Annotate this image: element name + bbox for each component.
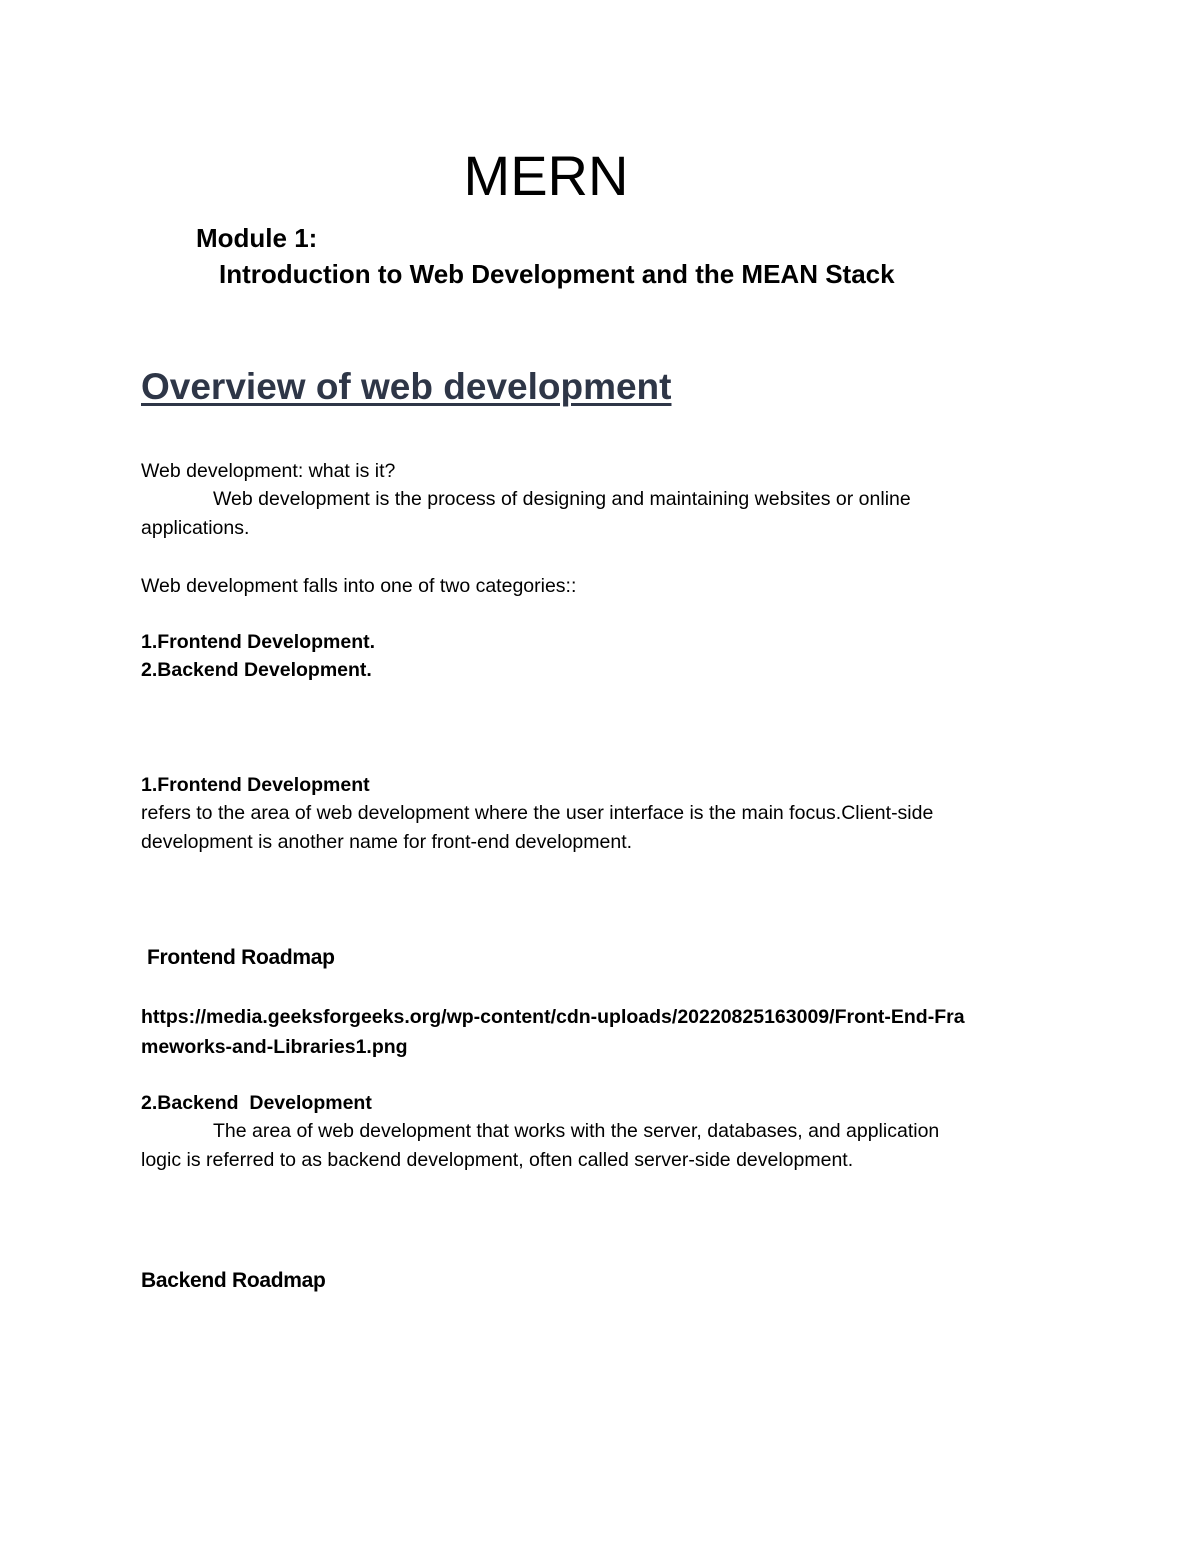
- frontend-heading: 1.Frontend Development: [141, 774, 370, 796]
- backend-roadmap-heading: Backend Roadmap: [141, 1269, 326, 1292]
- section-heading: Overview of web development: [141, 366, 672, 407]
- category-item-2: 2.Backend Development.: [141, 659, 372, 681]
- question-text: Web development: what is it?: [141, 460, 396, 482]
- roadmap-url-line-2: meworks-and-Libraries1.png: [141, 1036, 408, 1058]
- backend-text-line-1: The area of web development that works with the server, databases, and application: [213, 1120, 940, 1142]
- backend-heading: 2.Backend Development: [141, 1092, 372, 1114]
- frontend-text-line-2: development is another name for front-end development.: [141, 831, 633, 853]
- backend-text-line-2: logic is referred to as backend development, often called server-side development.: [141, 1149, 854, 1171]
- definition-line-2: applications.: [141, 517, 250, 539]
- document-title: MERN: [463, 144, 629, 207]
- module-label: Module 1:: [196, 223, 318, 253]
- frontend-text-line-1: refers to the area of web development where the user interface is the main focus.Client-side: [141, 802, 934, 824]
- categories-intro: Web development falls into one of two categories::: [141, 575, 577, 597]
- frontend-roadmap-heading: Frontend Roadmap: [147, 946, 335, 969]
- module-title: Introduction to Web Development and the MEAN Stack: [219, 259, 895, 289]
- roadmap-url-line-1: https://media.geeksforgeeks.org/wp-content/cdn-uploads/20220825163009/Front-End-Fra: [141, 1006, 965, 1028]
- definition-line-1: Web development is the process of designing and maintaining websites or online: [213, 488, 911, 510]
- category-item-1: 1.Frontend Development.: [141, 631, 376, 653]
